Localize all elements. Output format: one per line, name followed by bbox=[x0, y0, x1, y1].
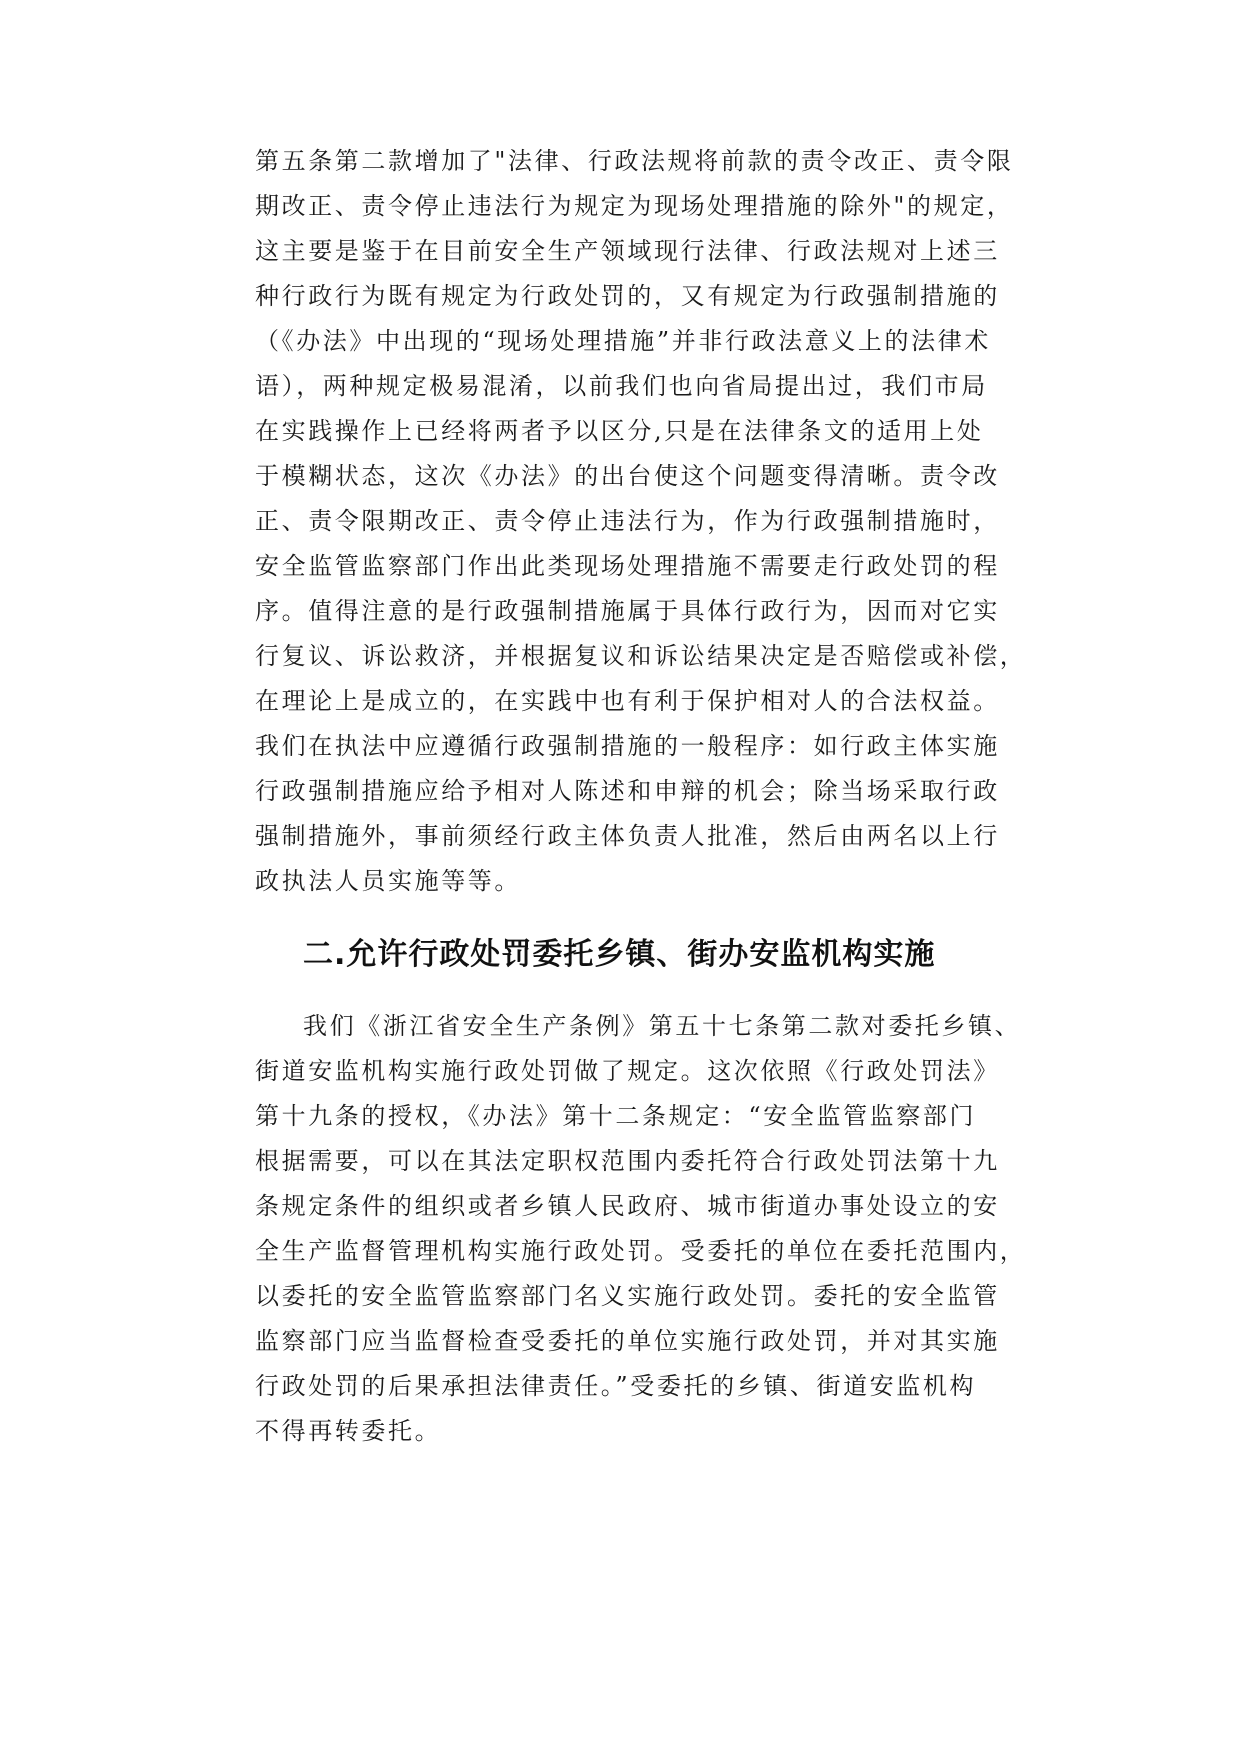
paragraph-line: 以委托的安全监管监察部门名义实施行政处罚。委托的安全监管 bbox=[255, 1282, 1000, 1310]
paragraph-line: 根据需要，可以在其法定职权范围内委托符合行政处罚法第十九 bbox=[255, 1147, 1000, 1175]
paragraph-line: 序。值得注意的是行政强制措施属于具体行政行为，因而对它实 bbox=[255, 597, 1000, 625]
paragraph-line: 我们《浙江省安全生产条例》第五十七条第二款对委托乡镇、 bbox=[303, 1012, 1022, 1040]
paragraph-line: 全生产监督管理机构实施行政处罚。受委托的单位在委托范围内， bbox=[255, 1237, 1027, 1265]
paragraph-line: 安全监管监察部门作出此类现场处理措施不需要走行政处罚的程 bbox=[255, 552, 1000, 580]
paragraph-line: 种行政行为既有规定为行政处罚的，又有规定为行政强制措施的 bbox=[255, 282, 1000, 310]
paragraph-line: 这主要是鉴于在目前安全生产领域现行法律、行政法规对上述三 bbox=[255, 237, 1000, 265]
paragraph-line: 语），两种规定极易混淆，以前我们也向省局提出过，我们市局 bbox=[255, 372, 988, 400]
paragraph-line: 监察部门应当监督检查受委托的单位实施行政处罚，并对其实施 bbox=[255, 1327, 1000, 1355]
paragraph-line: 第十九条的授权，《办法》第十二条规定：“安全监管监察部门 bbox=[255, 1102, 977, 1130]
paragraph-line: 强制措施外，事前须经行政主体负责人批准，然后由两名以上行 bbox=[255, 822, 1000, 850]
paragraph-line: 行政处罚的后果承担法律责任。”受委托的乡镇、街道安监机构 bbox=[255, 1372, 977, 1400]
paragraph-line: 第五条第二款增加了"法律、行政法规将前款的责令改正、责令限 bbox=[255, 147, 1014, 175]
paragraph-line: 于模糊状态，这次《办法》的出台使这个问题变得清晰。责令改 bbox=[255, 462, 1000, 490]
paragraph-line: 我们在执法中应遵循行政强制措施的一般程序：如行政主体实施 bbox=[255, 732, 1000, 760]
paragraph-line: 行复议、诉讼救济，并根据复议和诉讼结果决定是否赔偿或补偿， bbox=[255, 642, 1027, 670]
paragraph-line: 不得再转委托。 bbox=[255, 1417, 442, 1445]
paragraph-line: 期改正、责令停止违法行为规定为现场处理措施的除外"的规定， bbox=[255, 192, 1014, 220]
paragraph-line: （《办法》中出现的“现场处理措施”并非行政法意义上的法律术 bbox=[255, 327, 991, 355]
paragraph-line: 在实践操作上已经将两者予以区分,只是在法律条文的适用上处 bbox=[255, 417, 984, 445]
section-heading: 二.允许行政处罚委托乡镇、街办安监机构实施 bbox=[303, 937, 936, 972]
paragraph-line: 在理论上是成立的，在实践中也有利于保护相对人的合法权益。 bbox=[255, 687, 1000, 715]
paragraph-line: 政执法人员实施等等。 bbox=[255, 867, 521, 895]
paragraph-line: 条规定条件的组织或者乡镇人民政府、城市街道办事处设立的安 bbox=[255, 1192, 1000, 1220]
paragraph-line: 行政强制措施应给予相对人陈述和申辩的机会；除当场采取行政 bbox=[255, 777, 1000, 805]
paragraph-line: 街道安监机构实施行政处罚做了规定。这次依照《行政处罚法》 bbox=[255, 1057, 1000, 1085]
paragraph-line: 正、责令限期改正、责令停止违法行为，作为行政强制措施时， bbox=[255, 507, 1000, 535]
